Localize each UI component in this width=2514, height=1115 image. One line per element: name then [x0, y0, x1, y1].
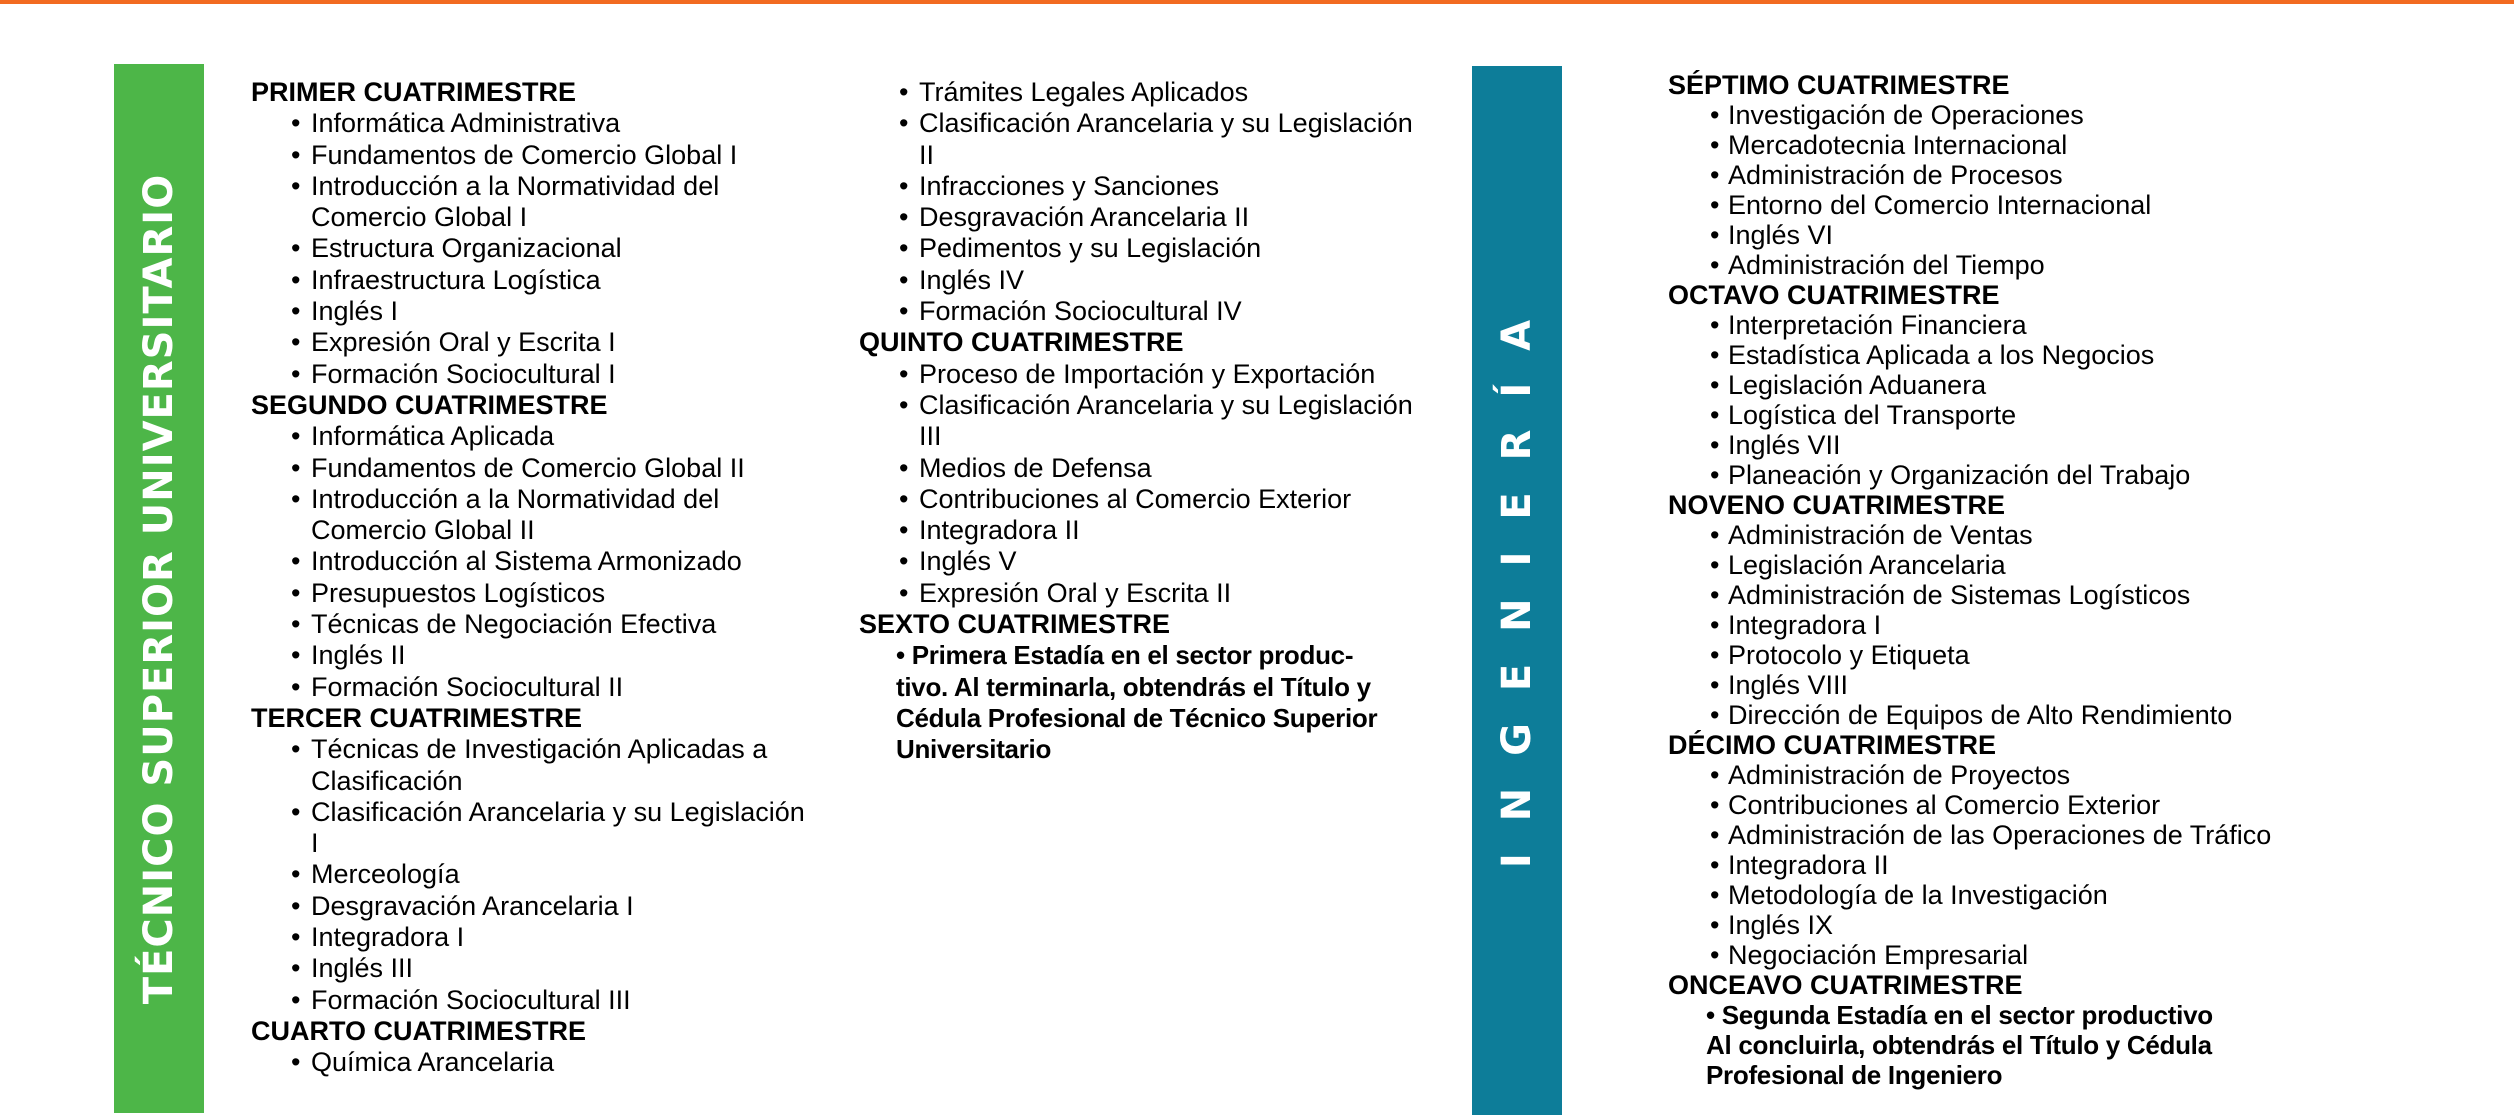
subject-item: • Fundamentos de Comercio Global II — [251, 453, 811, 484]
tsu-vertical-banner — [114, 64, 204, 1113]
subject-item: • Inglés II — [251, 640, 811, 671]
subject-item: • Desgravación Arancelaria I — [251, 891, 811, 922]
subject-item: • Clasificación Arancelaria y su Legislación II — [859, 108, 1419, 171]
subject-list — [251, 421, 811, 703]
subject-item: • Protocolo y Etiqueta — [1668, 640, 2428, 670]
subject-item: • Inglés IV — [859, 265, 1419, 296]
subject-item: • Trámites Legales Aplicados — [859, 77, 1419, 108]
sexto-note-line-3: Cédula Profesional de Técnico Superior — [896, 702, 1378, 733]
sexto-note-line-4: Universitario — [896, 734, 1052, 765]
subject-item: • Legislación Arancelaria — [1668, 550, 2428, 580]
subject-item: • Logística del Transporte — [1668, 400, 2428, 430]
tsu-curriculum-column-2 — [859, 77, 1419, 766]
onceavo-note-line-2: Al concluirla, obtendrás el Título y Cédula — [1706, 1030, 2212, 1060]
subject-item: • Formación Sociocultural II — [251, 672, 811, 703]
subject-item: • Presupuestos Logísticos — [251, 578, 811, 609]
subject-item: • Proceso de Importación y Exportación — [859, 359, 1419, 390]
ingenieria-curriculum-column — [1668, 70, 2428, 1090]
subject-item: • Medios de Defensa — [859, 453, 1419, 484]
subject-item: • Negociación Empresarial — [1668, 940, 2428, 970]
ingenieria-vertical-banner — [1472, 66, 1562, 1115]
subject-item: • Informática Aplicada — [251, 421, 811, 452]
term-heading-tercer: TERCER CUATRIMESTRE — [251, 702, 583, 733]
subject-list — [1668, 520, 2428, 730]
subject-item: • Mercadotecnia Internacional — [1668, 130, 2428, 160]
subject-item: • Introducción a la Normatividad del Comercio Global II — [251, 484, 811, 547]
sexto-note-line-2: tivo. Al terminarla, obtendrás el Título y — [896, 671, 1371, 702]
subject-item: • Planeación y Organización del Trabajo — [1668, 460, 2428, 490]
subject-item: • Metodología de la Investigación — [1668, 880, 2428, 910]
onceavo-note-line-3: Profesional de Ingeniero — [1706, 1060, 2003, 1090]
subject-item: • Introducción a la Normatividad del Comercio Global I — [251, 171, 811, 234]
sexto-estadia-note — [859, 640, 1419, 765]
subject-item: • Inglés I — [251, 296, 811, 327]
subject-item: • Introducción al Sistema Armonizado — [251, 546, 811, 577]
subject-item: • Fundamentos de Comercio Global I — [251, 140, 811, 171]
term-heading-cuarto: CUARTO CUATRIMESTRE — [251, 1015, 586, 1046]
subject-item: • Dirección de Equipos de Alto Rendimiento — [1668, 700, 2428, 730]
subject-list — [1668, 310, 2428, 490]
top-accent-rule — [0, 0, 2514, 4]
cuarto-cuatrimestre-continued-list — [859, 77, 1419, 327]
subject-item: • Integradora I — [1668, 610, 2428, 640]
subject-list — [859, 359, 1419, 609]
subject-list — [251, 1047, 811, 1078]
term-heading-onceavo: ONCEAVO CUATRIMESTRE — [1668, 970, 2023, 1000]
subject-item: • Investigación de Operaciones — [1668, 100, 2428, 130]
subject-item: • Interpretación Financiera — [1668, 310, 2428, 340]
subject-item: • Inglés VIII — [1668, 670, 2428, 700]
term-heading-segundo: SEGUNDO CUATRIMESTRE — [251, 389, 608, 420]
subject-item: • Clasificación Arancelaria y su Legislación I — [251, 797, 811, 860]
subject-item: • Expresión Oral y Escrita I — [251, 327, 811, 358]
subject-item: • Integradora I — [251, 922, 811, 953]
onceavo-estadia-note — [1668, 1000, 2428, 1090]
subject-list — [1668, 100, 2428, 280]
subject-item: • Administración de Sistemas Logísticos — [1668, 580, 2428, 610]
subject-item: • Inglés III — [251, 953, 811, 984]
subject-item: • Administración de Procesos — [1668, 160, 2428, 190]
subject-item: • Administración de Proyectos — [1668, 760, 2428, 790]
subject-item: • Inglés VI — [1668, 220, 2428, 250]
onceavo-note-line-1: • Segunda Estadía en el sector productivo — [1706, 1000, 2213, 1030]
subject-item: • Química Arancelaria — [251, 1047, 811, 1078]
subject-item: • Merceología — [251, 859, 811, 890]
subject-list — [251, 734, 811, 1016]
subject-item: • Contribuciones al Comercio Exterior — [1668, 790, 2428, 820]
subject-item: • Expresión Oral y Escrita II — [859, 578, 1419, 609]
subject-item: • Administración de Ventas — [1668, 520, 2428, 550]
subject-item: • Desgravación Arancelaria II — [859, 202, 1419, 233]
term-heading-noveno: NOVENO CUATRIMESTRE — [1668, 490, 2006, 520]
subject-item: • Inglés IX — [1668, 910, 2428, 940]
subject-item: • Inglés VII — [1668, 430, 2428, 460]
subject-item: • Administración de las Operaciones de Tráfico — [1668, 820, 2428, 850]
term-heading-septimo: SÉPTIMO CUATRIMESTRE — [1668, 70, 2010, 100]
subject-item: • Técnicas de Investigación Aplicadas a Clasificación — [251, 734, 811, 797]
tsu-curriculum-column-1 — [251, 77, 811, 1079]
subject-item: • Entorno del Comercio Internacional — [1668, 190, 2428, 220]
subject-item: • Estadística Aplicada a los Negocios — [1668, 340, 2428, 370]
subject-item: • Formación Sociocultural III — [251, 985, 811, 1016]
tsu-banner-label: TÉCNICO SUPERIOR UNIVERSITARIO — [136, 173, 182, 1004]
subject-item: • Informática Administrativa — [251, 108, 811, 139]
sexto-note-line-1: • Primera Estadía en el sector produc- — [896, 640, 1354, 671]
subject-item: • Infracciones y Sanciones — [859, 171, 1419, 202]
term-heading-decimo: DÉCIMO CUATRIMESTRE — [1668, 730, 1996, 760]
subject-list — [251, 108, 811, 390]
ingenieria-banner-label: I N G E N I E R Í A — [1494, 313, 1540, 868]
subject-item: • Estructura Organizacional — [251, 233, 811, 264]
term-heading-octavo: OCTAVO CUATRIMESTRE — [1668, 280, 2000, 310]
subject-item: • Infraestructura Logística — [251, 265, 811, 296]
subject-item: • Pedimentos y su Legislación — [859, 233, 1419, 264]
subject-item: • Legislación Aduanera — [1668, 370, 2428, 400]
subject-item: • Formación Sociocultural I — [251, 359, 811, 390]
subject-item: • Técnicas de Negociación Efectiva — [251, 609, 811, 640]
term-heading-quinto: QUINTO CUATRIMESTRE — [859, 327, 1184, 358]
subject-item: • Integradora II — [1668, 850, 2428, 880]
subject-item: • Contribuciones al Comercio Exterior — [859, 484, 1419, 515]
subject-item: • Clasificación Arancelaria y su Legislación III — [859, 390, 1419, 453]
term-heading-sexto: SEXTO CUATRIMESTRE — [859, 609, 1171, 640]
subject-list — [1668, 760, 2428, 970]
subject-item: • Integradora II — [859, 515, 1419, 546]
subject-item: • Administración del Tiempo — [1668, 250, 2428, 280]
subject-item: • Inglés V — [859, 546, 1419, 577]
term-heading-primer: PRIMER CUATRIMESTRE — [251, 77, 577, 107]
subject-item: • Formación Sociocultural IV — [859, 296, 1419, 327]
